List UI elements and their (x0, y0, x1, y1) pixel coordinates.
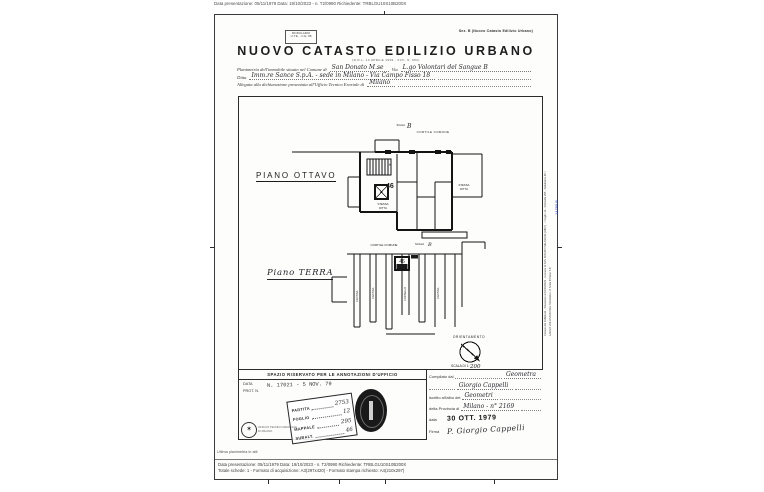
compiler-section (429, 369, 541, 434)
scala-value: 200 (470, 364, 481, 369)
footer-metadata-1: Data presentazione: 05/11/1979 Data: 19/10/2023 - n. T2/0990 Richiedente: TRBLGU10S10B200X (218, 462, 407, 467)
plan0-walls (332, 242, 485, 334)
dotted-leader (521, 409, 541, 411)
drawing-area (238, 96, 543, 370)
emblem-caption-1: UFFICIO TECNICO ERARIALE (258, 425, 298, 429)
scala-mid-letter: B (428, 242, 432, 248)
cantina-label: CANTINA (372, 287, 375, 299)
label-via: Via (391, 67, 398, 72)
albo-label: iscritto all'albo dei (429, 395, 461, 401)
orientamento-label: ORIENTAMENTO (452, 335, 486, 339)
annotations-divider (239, 379, 426, 380)
corsello-label: CORSELLO (404, 286, 407, 301)
registration-tick (385, 479, 386, 484)
emblem-caption-2: DI MILANO (258, 429, 273, 433)
partita-stamp (286, 393, 357, 445)
protocol-stamp: N. 17021 - 5 NOV. 79 (266, 381, 332, 389)
modulario-line1: MODULARIO (291, 31, 311, 35)
dotted-leader (429, 388, 455, 390)
scala-top-label: SCALA (396, 124, 405, 127)
ink-stamp-icon (355, 389, 387, 432)
room0-number: 46 (399, 259, 405, 265)
data-label: DATA (243, 382, 253, 386)
registration-tick (557, 247, 562, 248)
compiler-row (429, 371, 541, 379)
dotted-leader (398, 85, 531, 87)
label-comune: Planimetria dell'immobile situato nel Comune di (237, 67, 327, 72)
stamp-row-value: 295 (340, 417, 352, 425)
value-ditta: Imm.re Sance S.p.A. - sede in Milano - Via Campo Fisso 18 (249, 72, 435, 80)
registration-tick (339, 479, 340, 484)
annotations-header: SPAZIO RISERVATO PER LE ANNOTAZIONI D'UFFICIO (267, 372, 398, 377)
stessa-ditta-right-1: STESSA (458, 183, 470, 187)
annotations-box (238, 369, 427, 440)
footer-metadata-2: Totale schede: 1 - Formato di acquisizione: A3(297x420) - Formato stampa richiesto: A4(210x297) (218, 468, 405, 473)
compilato-title: Geometra (504, 371, 541, 379)
stamp-row-value: 12 (342, 408, 351, 415)
room8-number: 46 (386, 183, 394, 190)
stamp-row-label: PARTITA (291, 405, 311, 413)
side-text-line2: LARGO VOLONTARI DEL SANGUE n. 8 Scala B Piano T-8 (548, 267, 552, 336)
compiler-row (429, 415, 541, 422)
dotted-leader (316, 432, 345, 438)
compiler-row (429, 422, 541, 436)
stessa-ditta-left-2: DITTA (379, 206, 387, 210)
document-subtitle: (R.D.L. 13 APRILE 1939 - XVII, N. 652) (352, 58, 420, 62)
signature: P. Giorgio Cappelli (447, 422, 526, 436)
stamp-row-value: 46 (345, 426, 354, 434)
firma-label: Firma (429, 428, 440, 434)
value-ufficio: Milano (367, 79, 395, 87)
value-comune: San Donato M.se (330, 64, 389, 72)
albo-value: Geometri (462, 392, 497, 400)
dotted-leader (455, 377, 501, 379)
room-k-label: K (389, 163, 392, 167)
registration-tick (210, 247, 215, 248)
side-text-line1: Catasto dei Fabbricati - Situazione al 19/10/2023 - Comune di SAN DONATO MILANESE (H827) - < Foglio 12 - Particella 295 - Subalterno 46 > (544, 171, 547, 336)
scala-mid-label: SCALA (415, 242, 425, 246)
data-word-label: data (429, 416, 437, 422)
compilato-label: Compilato dal (429, 374, 454, 380)
form-line-ufficio (237, 79, 531, 87)
stamp-row-label: FOGLIO (292, 414, 310, 423)
cantina-label: CANTINA (356, 290, 359, 302)
scala-di-label: SCALA DI 1: (451, 364, 470, 368)
modulario-line2: U.T.E. - C.E. 98 (290, 34, 312, 39)
registration-tick (384, 11, 385, 15)
floor8-label: PIANO OTTAVO (256, 171, 337, 180)
compiler-row (429, 392, 541, 400)
floor-plan-drawing (239, 97, 542, 369)
scan-bottom-rule (215, 459, 557, 460)
document-title: NUOVO CATASTO EDILIZIO URBANO (237, 44, 535, 58)
sheet-frame (214, 14, 558, 480)
prot-label: PROT. N. (243, 389, 260, 393)
office-note: Ultima planimetria in atti (217, 450, 258, 454)
provincia-label: della Provincia di (429, 405, 460, 411)
dotted-leader (500, 398, 541, 400)
compiler-row (429, 382, 541, 390)
print-header-metadata: Data presentazione: 05/11/1979 Data: 19/10/2023 - n. T2/0990 Richiedente: TRBLGU10S10B200X (214, 1, 407, 6)
side-vertical-text (544, 171, 553, 336)
scala-top-letter: B (407, 123, 412, 130)
label-ufficio: Allegata alla dichiarazione presentata all'Ufficio Tecnico Erariale di (237, 82, 365, 87)
ink-stamp-slit (369, 401, 373, 420)
cantina-label: CANTINA (437, 287, 440, 299)
office-emblem-icon: ✶ (241, 422, 257, 438)
registration-tick (494, 479, 495, 484)
dotted-leader (515, 388, 541, 390)
modulario-stamp-box (285, 30, 317, 44)
date-stamp: 30 OTT. 1979 (446, 413, 497, 423)
section-label: Sez. B (Nuovo Catasto Edilizio Urbano) (458, 29, 533, 33)
stessa-ditta-right-2: DITTA (460, 187, 468, 191)
provincia-value: Milano - n° 2169 (461, 403, 519, 411)
stamp-row-label: MAPPALE (293, 423, 316, 432)
orientation-compass (451, 335, 485, 369)
stamp-row-label: SUBALT. (295, 433, 314, 441)
cortile-mid-label: CORTILE COMUNE (370, 243, 398, 247)
floor0-label: Piano TERRA (267, 268, 334, 278)
registration-tick (268, 479, 269, 484)
blue-annotation: 14789 B (554, 200, 559, 215)
stessa-ditta-left-1: STESSA (377, 202, 389, 206)
stamp-row-value: 2753 (334, 398, 350, 407)
cortile-top-label: CORTILE COMUNE (416, 130, 450, 134)
value-via: L.go Volontari del Sangue B (401, 64, 531, 72)
compiler-row (429, 403, 541, 411)
label-ditta: Ditta (237, 74, 247, 80)
compiler-name: Giorgio Cappelli (457, 382, 514, 390)
